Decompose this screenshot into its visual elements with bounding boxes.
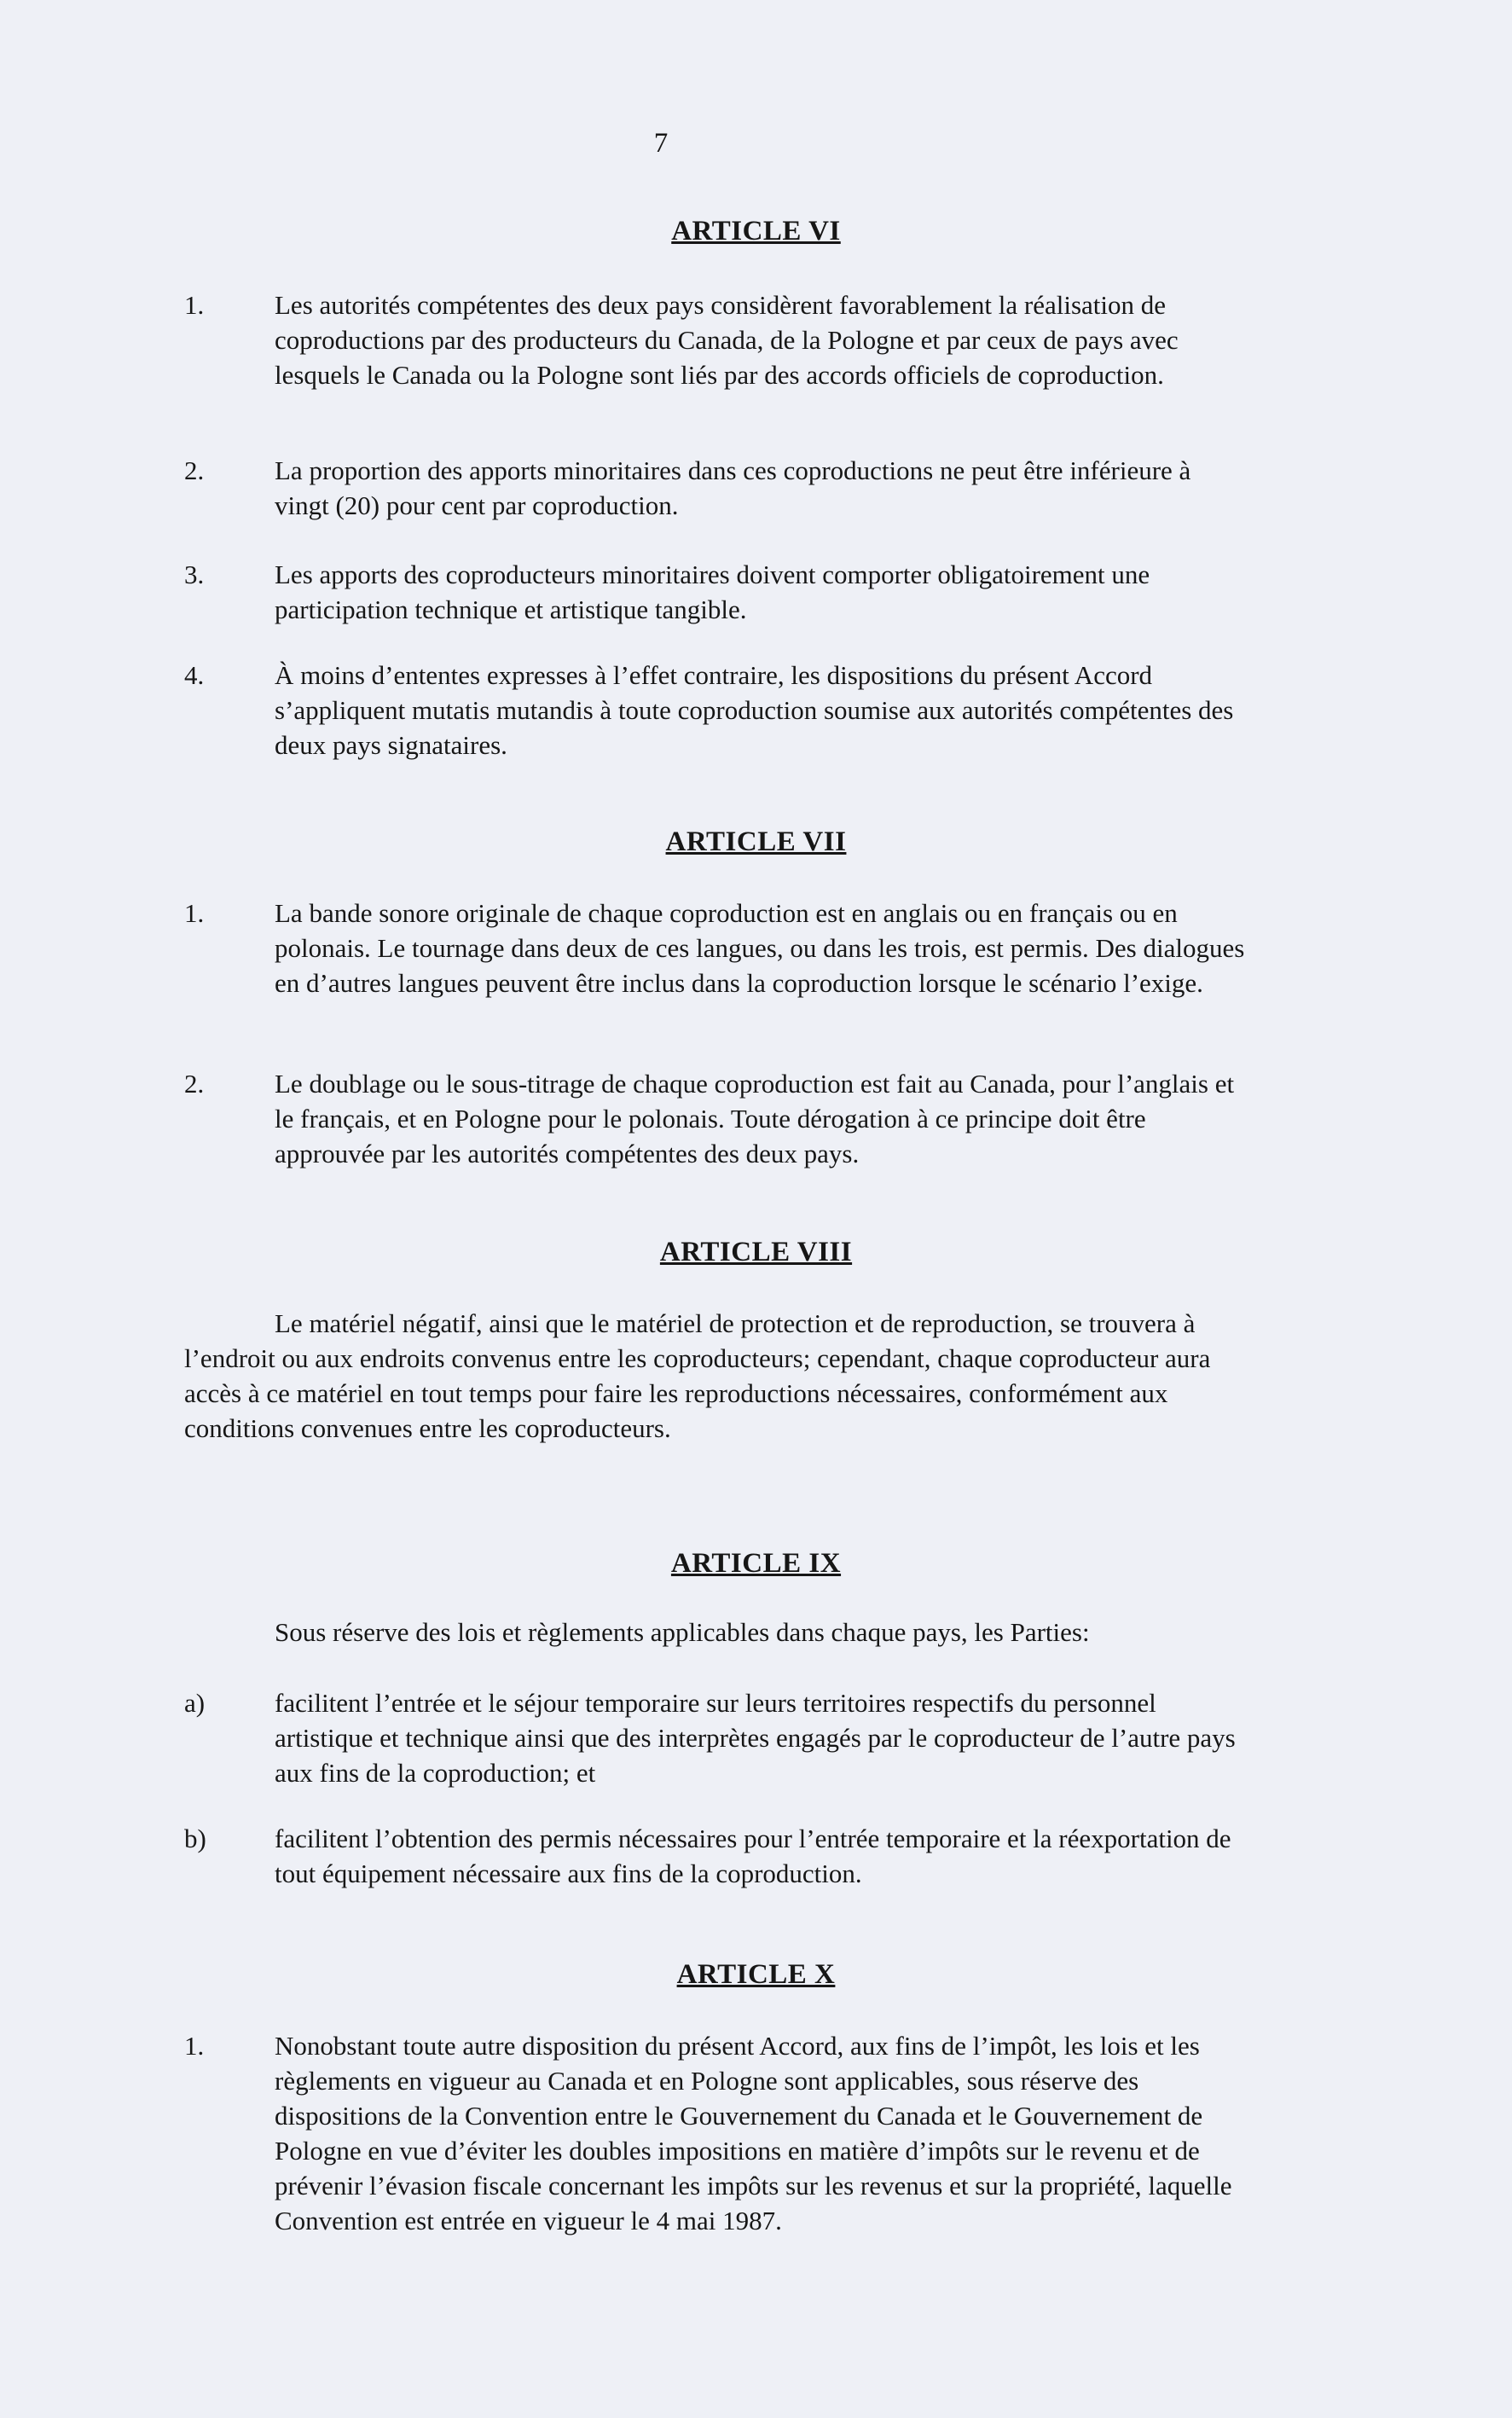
- article-vi-item-1-number: 1.: [184, 290, 205, 320]
- article-vi-heading: ARTICLE VI: [671, 216, 841, 246]
- article-ix-item-b-text: facilitent l’obtention des permis nécessaires pour l’entrée temporaire et la réexportation de tout équipement nécessaire aux fins de la coproduction.: [275, 1824, 1231, 1888]
- article-vi-item-2-number: 2.: [184, 455, 205, 485]
- article-vi-item-3-text: Les apports des coproducteurs minoritaires doivent comporter obligatoirement une participation technique et artistique tangible.: [275, 560, 1150, 624]
- article-ix-heading: ARTICLE IX: [670, 1548, 842, 1579]
- article-x-item-1-text: Nonobstant toute autre disposition du présent Accord, aux fins de l’impôt, les lois et les règlements en vigueur au Canada et en Pologne sont applicables, sous réserve des dispositions de la Convention entre le Gouvernement du Canada et le Gouvernement de Pologne en vue d’éviter les doubles impositions en matière d’impôts sur le revenu et de prévenir l’évasion fiscale concernant les impôts sur les revenus et sur la propriété, laquelle Convention est entrée en vigueur le 4 mai 1987.: [275, 2031, 1232, 2235]
- article-vi-item-4-text: À moins d’ententes expresses à l’effet contraire, les dispositions du présent Accord s’appliquent mutatis mutandis à toute coproduction soumise aux autorités compétentes des deux pays signataires.: [275, 660, 1234, 760]
- article-ix-item-b-label: b): [184, 1824, 206, 1853]
- article-vii-item-1-number: 1.: [184, 898, 205, 928]
- article-x-heading: ARTICLE X: [676, 1959, 836, 1990]
- article-vi-item-4-number: 4.: [184, 660, 205, 690]
- article-x-item-1-number: 1.: [184, 2031, 205, 2061]
- page-number: 7: [653, 128, 669, 159]
- article-viii-heading: ARTICLE VIII: [659, 1237, 853, 1267]
- article-vi-item-3-number: 3.: [184, 560, 205, 589]
- article-ix-item-a-text: facilitent l’entrée et le séjour temporaire sur leurs territoires respectifs du personnel artistique et technique ainsi que des interprètes engagés par le coproducteur de l’autre pays aux fins de la coproduction; et: [275, 1688, 1236, 1788]
- article-ix-item-a-label: a): [184, 1688, 206, 1718]
- article-vii-heading: ARTICLE VII: [665, 826, 847, 857]
- article-vii-item-1-text: La bande sonore originale de chaque coproduction est en anglais ou en français ou en polonais. Le tournage dans deux de ces langues, ou dans les trois, est permis. Des dialogues en d’autres langues peuvent être inclus dans la coproduction lorsque le scénario l’exige.: [275, 898, 1245, 998]
- article-vi-item-2-text: La proportion des apports minoritaires dans ces coproductions ne peut être inférieure à vingt (20) pour cent par coproduction.: [275, 455, 1191, 520]
- article-vi-item-1-text: Les autorités compétentes des deux pays considèrent favorablement la réalisation de coproductions par des producteurs du Canada, de la Pologne et par ceux de pays avec lesquels le Canada ou la Pologne sont liés par des accords officiels de coproduction.: [275, 290, 1179, 390]
- article-viii-text: Le matériel négatif, ainsi que le matériel de protection et de reproduction, se trouvera à l’endroit ou aux endroits convenus entre les coproducteurs; cependant, chaque coproducteur aura accès à ce matériel en tout temps pour faire les reproductions nécessaires, conformément aux conditions convenues entre les coproducteurs.: [184, 1308, 1211, 1443]
- article-vii-item-2-number: 2.: [184, 1069, 205, 1099]
- article-ix-intro: Sous réserve des lois et règlements applicables dans chaque pays, les Parties:: [275, 1617, 1090, 1647]
- article-vii-item-2-text: Le doublage ou le sous-titrage de chaque coproduction est fait au Canada, pour l’anglais et le français, et en Pologne pour le polonais. Toute dérogation à ce principe doit être approuvée par les autorités compétentes des deux pays.: [275, 1069, 1235, 1168]
